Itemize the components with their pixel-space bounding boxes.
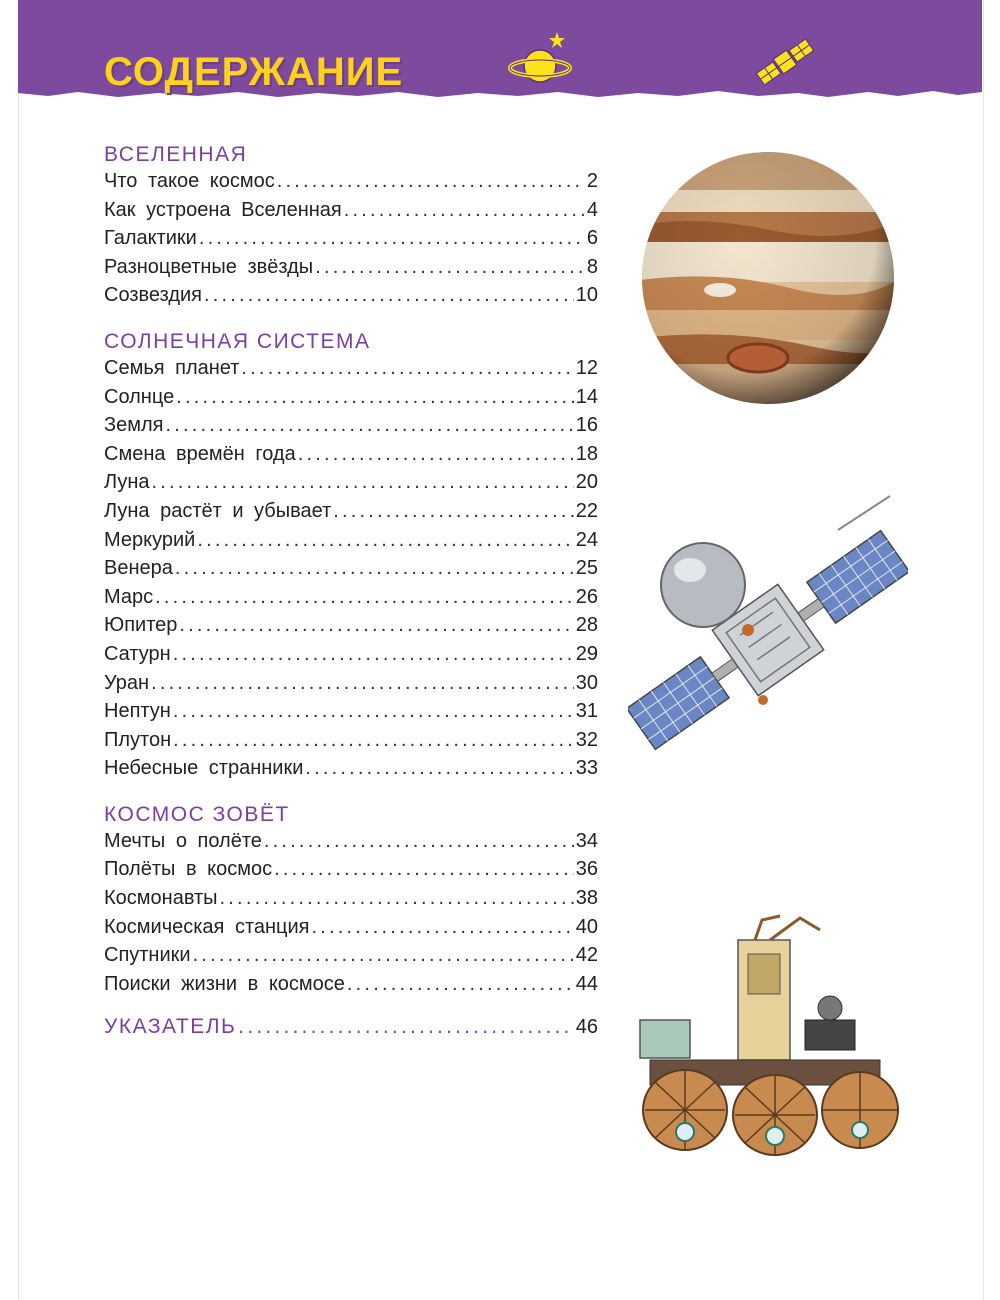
space-probe-illustration [628,490,908,780]
entry-page: 2 [586,170,598,192]
table-of-contents [104,140,598,1045]
dot-leader [312,916,574,939]
entry-label: Семья планет [104,356,240,379]
toc-entry[interactable] [104,529,598,558]
entry-label: Нептун [104,700,171,723]
entry-label: Что такое космос [104,170,275,192]
entry-label: Земля [104,414,164,437]
entry-label: Космическая станция [104,915,310,938]
entry-label: Небесные странники [104,757,304,780]
entry-page: 25 [575,557,598,580]
entry-page: 6 [586,227,598,250]
dot-leader [165,414,573,437]
entry-page: 26 [575,585,598,608]
dot-leader [220,887,574,910]
entry-page: 4 [586,198,598,221]
dot-leader [175,557,574,580]
toc-entry[interactable] [104,887,598,916]
entry-label: Разноцветные звёзды [104,255,314,278]
dot-leader [315,256,585,279]
dot-leader [305,757,573,780]
entry-label: Космонавты [104,887,218,910]
entry-page: 16 [575,414,598,437]
entry-page: 33 [575,757,598,780]
dot-leader [333,500,574,523]
entry-page: 20 [575,471,598,494]
entry-label: Меркурий [104,528,196,551]
toc-section [104,327,598,786]
entry-label: Как устроена Вселенная [104,198,342,221]
dot-leader [298,443,574,466]
dot-leader [152,471,574,494]
toc-entry[interactable] [104,944,598,973]
toc-entry[interactable] [104,414,598,443]
section-title: ВСЕЛЕННАЯ [104,143,248,166]
entry-page: 30 [575,671,598,694]
dot-leader [151,672,574,695]
entry-page: 38 [575,887,598,910]
entry-label: Спутники [104,944,191,967]
dot-leader [176,386,574,409]
entry-label: Луна растёт и убывает [104,499,332,522]
lunar-rover-illustration [630,910,910,1175]
toc-entry[interactable] [104,500,598,529]
entry-label: Сатурн [104,642,171,665]
entry-page: 10 [575,284,598,307]
toc-section [104,140,598,313]
entry-page: 12 [575,356,598,379]
entry-label: Венера [104,557,173,580]
dot-leader [179,614,573,637]
toc-entry[interactable] [104,386,598,415]
entry-page: 36 [575,858,598,881]
toc-entry[interactable] [104,830,598,859]
index-page: 46 [575,1016,598,1039]
toc-entry[interactable] [104,284,598,313]
toc-entry[interactable] [104,170,598,199]
entry-page: 29 [575,642,598,665]
dot-leader [344,199,585,222]
entry-page: 44 [575,972,598,995]
index-label: УКАЗАТЕЛЬ [104,1015,237,1039]
entry-page: 14 [575,385,598,408]
dot-leader [264,830,574,853]
entry-page: 22 [575,499,598,522]
page-title: СОДЕРЖАНИЕ [104,50,404,94]
dot-leader [238,1015,573,1039]
toc-entry[interactable] [104,757,598,786]
entry-page: 18 [575,442,598,465]
section-title: КОСМОС ЗОВЁТ [104,802,290,826]
toc-entry[interactable] [104,916,598,945]
dot-leader [199,227,585,250]
entry-label: Луна [104,471,150,494]
entry-page: 28 [575,614,598,637]
entry-page: 42 [575,944,598,967]
toc-entry[interactable] [104,256,598,285]
entry-label: Полёты в космос [104,858,273,881]
entry-page: 32 [575,728,598,751]
entry-label: Галактики [104,227,197,250]
section-title: СОЛНЕЧНАЯ СИСТЕМА [104,329,371,353]
dot-leader [155,586,574,609]
dot-leader [241,357,573,380]
entry-page: 31 [575,700,598,723]
toc-entry[interactable] [104,471,598,500]
toc-entry[interactable] [104,614,598,643]
toc-entry[interactable] [104,557,598,586]
toc-index-entry[interactable] [104,1015,598,1045]
entry-page: 8 [586,255,598,278]
toc-entry[interactable] [104,643,598,672]
entry-label: Уран [104,671,150,694]
dot-leader [173,729,574,752]
toc-entry[interactable] [104,700,598,729]
toc-entry[interactable] [104,443,598,472]
dot-leader [173,643,574,666]
toc-entry[interactable] [104,973,598,1002]
entry-label: Созвездия [104,284,202,307]
dot-leader [277,170,585,193]
entry-label: Поиски жизни в космосе [104,972,345,995]
toc-entry[interactable] [104,357,598,386]
dot-leader [274,858,574,881]
toc-entry[interactable] [104,858,598,887]
toc-section [104,800,598,1002]
dot-leader [204,284,574,307]
toc-entry[interactable] [104,586,598,615]
dot-leader [193,944,574,967]
entry-label: Плутон [104,728,172,751]
toc-entry[interactable] [104,672,598,701]
entry-label: Солнце [104,385,175,408]
entry-label: Юпитер [104,614,178,637]
entry-page: 34 [575,829,598,852]
entry-page: 24 [575,528,598,551]
jupiter-illustration [640,150,900,410]
dot-leader [173,700,574,723]
entry-label: Мечты о полёте [104,829,262,852]
toc-entry[interactable] [104,227,598,256]
entry-label: Марс [104,585,154,608]
toc-entry[interactable] [104,729,598,758]
toc-entry[interactable] [104,199,598,228]
dot-leader [347,973,574,996]
dot-leader [197,529,573,552]
entry-label: Смена времён года [104,442,296,465]
entry-page: 40 [575,915,598,938]
